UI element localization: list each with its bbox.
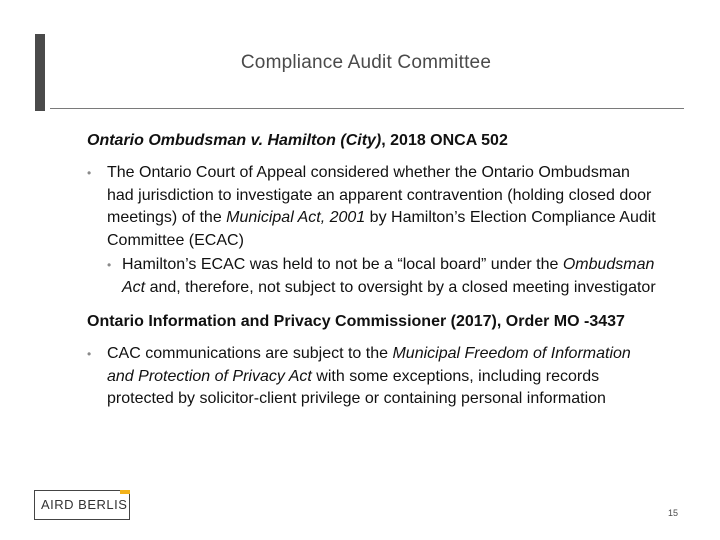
bullet-text: CAC communications are subject to the xyxy=(107,345,393,362)
title-divider xyxy=(50,108,684,109)
bullet-list xyxy=(87,343,657,411)
sub-list-item xyxy=(107,254,657,299)
bullet-icon: • xyxy=(87,347,92,361)
statute-name: Municipal Act, 2001 xyxy=(226,209,366,226)
bullet-icon: • xyxy=(87,166,92,180)
case-name: Ontario Ombudsman v. Hamilton (City) xyxy=(87,132,382,149)
list-item xyxy=(87,343,657,411)
sub-bullet-text: Hamilton’s ECAC was held to not be a “local board” under the xyxy=(122,256,563,273)
logo-accent-mark xyxy=(120,490,130,494)
bullet-text: with some exceptions, including records protected by solicitor-client privilege or containing personal information xyxy=(107,367,606,407)
bullet-text: The Ontario Court of Appeal considered whether the Ontario Ombudsman had jurisdiction to investigate an apparent contravention (holding closed door meetings) of the xyxy=(107,164,652,226)
title-accent-bar xyxy=(35,34,45,111)
case-citation: , 2018 ONCA 502 xyxy=(381,132,508,149)
slide-title: Compliance Audit Committee xyxy=(240,52,492,73)
list-item xyxy=(87,162,657,299)
statute-name: Ombudsman Act xyxy=(122,256,655,296)
slide-content xyxy=(87,130,657,411)
sub-bullet-icon: • xyxy=(107,258,112,272)
aird-berlis-logo xyxy=(34,490,130,520)
case-heading-ipc: Ontario Information and Privacy Commissioner (2017), Order MO -3437 xyxy=(87,313,625,330)
bullet-text: by Hamilton’s Election Compliance Audit Committee (ECAC) xyxy=(107,209,656,249)
bullet-list xyxy=(87,162,657,299)
logo-text: AIRD BERLIS xyxy=(41,497,128,512)
sub-bullet-text: and, therefore, not subject to oversight by a closed meeting investigator xyxy=(145,278,656,296)
page-number: 15 xyxy=(668,508,679,518)
statute-name: Municipal Freedom of Information and Protection of Privacy Act xyxy=(107,345,631,385)
case-heading-ombudsman xyxy=(87,130,657,152)
